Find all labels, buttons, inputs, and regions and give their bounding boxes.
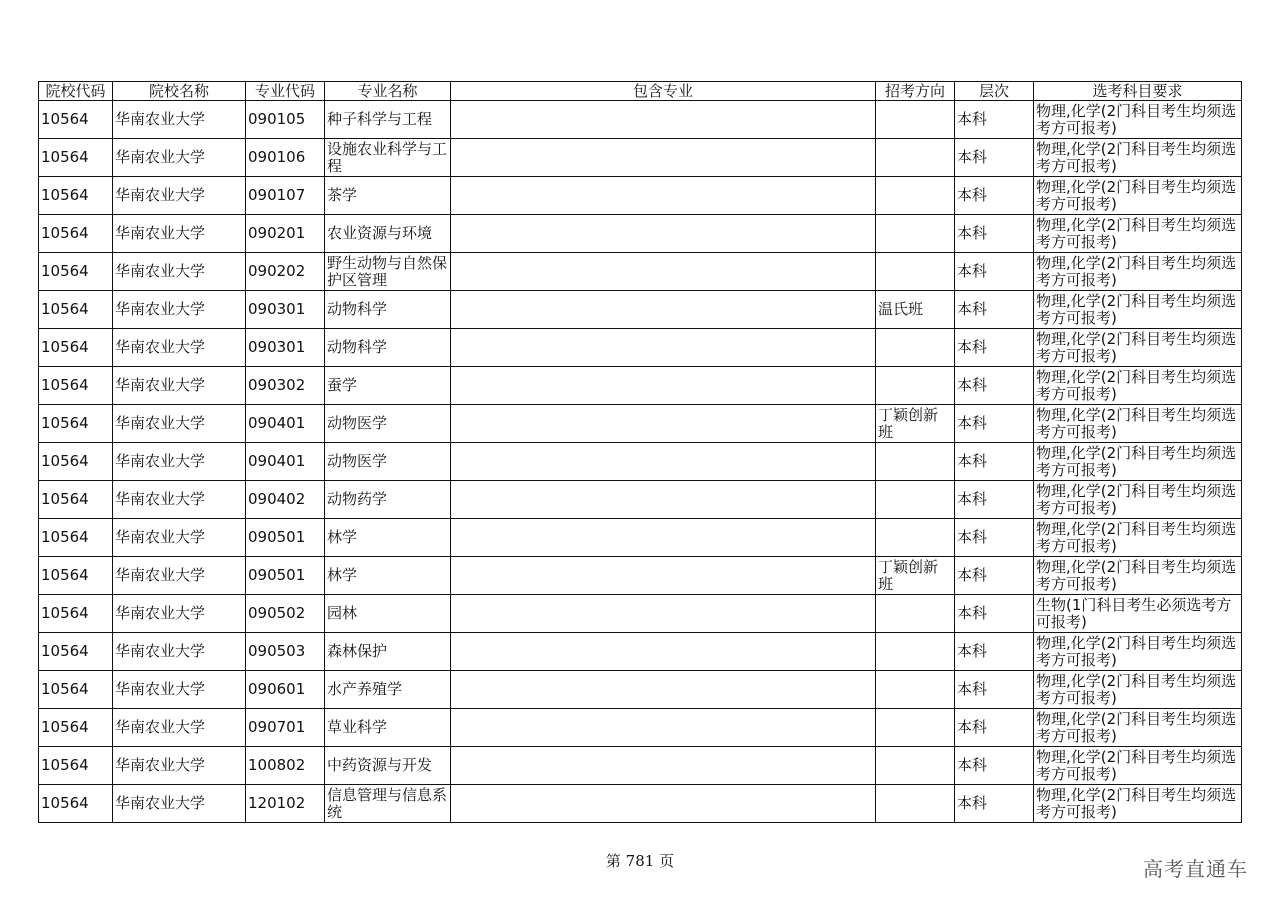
cell-admission-direction <box>876 519 955 557</box>
cell-major-code: 090107 <box>246 177 325 215</box>
cell-school-name: 华南农业大学 <box>113 329 246 367</box>
cell-school-code: 10564 <box>39 177 113 215</box>
cell-school-name: 华南农业大学 <box>113 785 246 823</box>
column-header-major-name: 专业名称 <box>325 82 451 101</box>
cell-school-code: 10564 <box>39 101 113 139</box>
cell-included-majors <box>451 443 876 481</box>
cell-included-majors <box>451 101 876 139</box>
table-row <box>39 215 1242 253</box>
cell-major-code: 090202 <box>246 253 325 291</box>
cell-school-name: 华南农业大学 <box>113 633 246 671</box>
cell-level: 本科 <box>955 405 1034 443</box>
cell-major-name: 动物科学 <box>325 329 451 367</box>
cell-major-code: 090502 <box>246 595 325 633</box>
table-row <box>39 177 1242 215</box>
cell-major-code: 090201 <box>246 215 325 253</box>
table-row <box>39 595 1242 633</box>
cell-included-majors <box>451 557 876 595</box>
column-header-school-name: 院校名称 <box>113 82 246 101</box>
cell-school-name: 华南农业大学 <box>113 481 246 519</box>
cell-major-name: 园林 <box>325 595 451 633</box>
cell-major-name: 森林保护 <box>325 633 451 671</box>
table-row <box>39 481 1242 519</box>
cell-level: 本科 <box>955 291 1034 329</box>
cell-subject-requirement: 物理,化学(2门科目考生均须选考方可报考) <box>1034 671 1242 709</box>
cell-major-name: 种子科学与工程 <box>325 101 451 139</box>
cell-school-code: 10564 <box>39 709 113 747</box>
cell-level: 本科 <box>955 747 1034 785</box>
cell-major-name: 林学 <box>325 557 451 595</box>
cell-school-code: 10564 <box>39 595 113 633</box>
cell-included-majors <box>451 329 876 367</box>
cell-subject-requirement: 物理,化学(2门科目考生均须选考方可报考) <box>1034 215 1242 253</box>
cell-included-majors <box>451 177 876 215</box>
column-header-level: 层次 <box>955 82 1034 101</box>
cell-subject-requirement: 物理,化学(2门科目考生均须选考方可报考) <box>1034 557 1242 595</box>
cell-school-code: 10564 <box>39 481 113 519</box>
cell-school-code: 10564 <box>39 633 113 671</box>
table-row <box>39 709 1242 747</box>
cell-school-code: 10564 <box>39 519 113 557</box>
table-row <box>39 101 1242 139</box>
cell-included-majors <box>451 519 876 557</box>
cell-major-name: 水产养殖学 <box>325 671 451 709</box>
cell-major-name: 动物药学 <box>325 481 451 519</box>
cell-admission-direction <box>876 443 955 481</box>
cell-subject-requirement: 物理,化学(2门科目考生均须选考方可报考) <box>1034 139 1242 177</box>
cell-major-code: 090601 <box>246 671 325 709</box>
cell-subject-requirement: 物理,化学(2门科目考生均须选考方可报考) <box>1034 329 1242 367</box>
cell-included-majors <box>451 747 876 785</box>
cell-major-code: 090105 <box>246 101 325 139</box>
cell-admission-direction <box>876 101 955 139</box>
cell-major-name: 林学 <box>325 519 451 557</box>
cell-school-name: 华南农业大学 <box>113 709 246 747</box>
cell-major-code: 090301 <box>246 329 325 367</box>
cell-admission-direction: 丁颖创新班 <box>876 557 955 595</box>
cell-included-majors <box>451 253 876 291</box>
cell-level: 本科 <box>955 519 1034 557</box>
table-row <box>39 253 1242 291</box>
cell-level: 本科 <box>955 443 1034 481</box>
cell-included-majors <box>451 139 876 177</box>
cell-school-code: 10564 <box>39 329 113 367</box>
table-header-row <box>39 82 1242 101</box>
table-row <box>39 139 1242 177</box>
cell-included-majors <box>451 595 876 633</box>
cell-level: 本科 <box>955 177 1034 215</box>
cell-school-code: 10564 <box>39 367 113 405</box>
cell-major-code: 090302 <box>246 367 325 405</box>
cell-included-majors <box>451 785 876 823</box>
cell-subject-requirement: 物理,化学(2门科目考生均须选考方可报考) <box>1034 785 1242 823</box>
cell-subject-requirement: 物理,化学(2门科目考生均须选考方可报考) <box>1034 481 1242 519</box>
cell-subject-requirement: 生物(1门科目考生必须选考方可报考) <box>1034 595 1242 633</box>
cell-level: 本科 <box>955 633 1034 671</box>
cell-admission-direction <box>876 177 955 215</box>
table-row <box>39 443 1242 481</box>
column-header-school-code: 院校代码 <box>39 82 113 101</box>
cell-school-code: 10564 <box>39 405 113 443</box>
cell-level: 本科 <box>955 481 1034 519</box>
table-row <box>39 329 1242 367</box>
table-body <box>39 101 1242 823</box>
cell-included-majors <box>451 709 876 747</box>
cell-school-name: 华南农业大学 <box>113 291 246 329</box>
cell-school-code: 10564 <box>39 671 113 709</box>
table-row <box>39 671 1242 709</box>
cell-subject-requirement: 物理,化学(2门科目考生均须选考方可报考) <box>1034 177 1242 215</box>
table-row <box>39 747 1242 785</box>
cell-school-name: 华南农业大学 <box>113 139 246 177</box>
table-row <box>39 557 1242 595</box>
cell-school-name: 华南农业大学 <box>113 519 246 557</box>
cell-admission-direction: 丁颖创新班 <box>876 405 955 443</box>
cell-major-name: 草业科学 <box>325 709 451 747</box>
cell-admission-direction <box>876 633 955 671</box>
cell-school-code: 10564 <box>39 291 113 329</box>
table-row <box>39 291 1242 329</box>
cell-school-name: 华南农业大学 <box>113 671 246 709</box>
table-row <box>39 519 1242 557</box>
cell-major-code: 090501 <box>246 519 325 557</box>
table-row <box>39 367 1242 405</box>
cell-admission-direction <box>876 671 955 709</box>
admission-table <box>38 81 1242 823</box>
cell-school-name: 华南农业大学 <box>113 253 246 291</box>
cell-major-code: 090301 <box>246 291 325 329</box>
cell-major-name: 信息管理与信息系统 <box>325 785 451 823</box>
cell-major-name: 设施农业科学与工程 <box>325 139 451 177</box>
cell-school-code: 10564 <box>39 139 113 177</box>
cell-school-code: 10564 <box>39 443 113 481</box>
cell-subject-requirement: 物理,化学(2门科目考生均须选考方可报考) <box>1034 101 1242 139</box>
cell-level: 本科 <box>955 557 1034 595</box>
cell-major-name: 野生动物与自然保护区管理 <box>325 253 451 291</box>
cell-major-code: 090701 <box>246 709 325 747</box>
cell-school-name: 华南农业大学 <box>113 443 246 481</box>
cell-admission-direction <box>876 139 955 177</box>
cell-included-majors <box>451 215 876 253</box>
cell-included-majors <box>451 671 876 709</box>
cell-school-code: 10564 <box>39 253 113 291</box>
cell-major-code: 090401 <box>246 405 325 443</box>
cell-level: 本科 <box>955 101 1034 139</box>
cell-admission-direction <box>876 367 955 405</box>
cell-major-code: 090401 <box>246 443 325 481</box>
cell-school-name: 华南农业大学 <box>113 405 246 443</box>
cell-school-name: 华南农业大学 <box>113 557 246 595</box>
cell-level: 本科 <box>955 215 1034 253</box>
cell-subject-requirement: 物理,化学(2门科目考生均须选考方可报考) <box>1034 443 1242 481</box>
cell-major-name: 农业资源与环境 <box>325 215 451 253</box>
cell-major-code: 100802 <box>246 747 325 785</box>
cell-level: 本科 <box>955 595 1034 633</box>
cell-included-majors <box>451 367 876 405</box>
cell-included-majors <box>451 291 876 329</box>
cell-subject-requirement: 物理,化学(2门科目考生均须选考方可报考) <box>1034 253 1242 291</box>
cell-level: 本科 <box>955 367 1034 405</box>
cell-included-majors <box>451 481 876 519</box>
cell-subject-requirement: 物理,化学(2门科目考生均须选考方可报考) <box>1034 747 1242 785</box>
cell-school-name: 华南农业大学 <box>113 747 246 785</box>
cell-admission-direction <box>876 785 955 823</box>
table-row <box>39 785 1242 823</box>
cell-level: 本科 <box>955 709 1034 747</box>
cell-included-majors <box>451 633 876 671</box>
cell-admission-direction: 温氏班 <box>876 291 955 329</box>
cell-admission-direction <box>876 215 955 253</box>
table-row <box>39 405 1242 443</box>
column-header-major-code: 专业代码 <box>246 82 325 101</box>
cell-major-code: 120102 <box>246 785 325 823</box>
cell-school-name: 华南农业大学 <box>113 367 246 405</box>
cell-major-name: 动物医学 <box>325 443 451 481</box>
cell-major-code: 090503 <box>246 633 325 671</box>
cell-included-majors <box>451 405 876 443</box>
cell-subject-requirement: 物理,化学(2门科目考生均须选考方可报考) <box>1034 291 1242 329</box>
cell-school-code: 10564 <box>39 215 113 253</box>
cell-admission-direction <box>876 253 955 291</box>
column-header-included-majors: 包含专业 <box>451 82 876 101</box>
cell-admission-direction <box>876 747 955 785</box>
cell-school-code: 10564 <box>39 557 113 595</box>
watermark-logo-text: 高考直通车 <box>1143 857 1248 881</box>
cell-level: 本科 <box>955 785 1034 823</box>
cell-level: 本科 <box>955 671 1034 709</box>
cell-major-name: 动物科学 <box>325 291 451 329</box>
column-header-admission-direction: 招考方向 <box>876 82 955 101</box>
cell-major-name: 茶学 <box>325 177 451 215</box>
cell-school-name: 华南农业大学 <box>113 177 246 215</box>
cell-admission-direction <box>876 595 955 633</box>
cell-admission-direction <box>876 481 955 519</box>
cell-school-code: 10564 <box>39 785 113 823</box>
cell-level: 本科 <box>955 139 1034 177</box>
cell-admission-direction <box>876 709 955 747</box>
page-number: 第 781 页 <box>605 852 675 870</box>
cell-major-name: 动物医学 <box>325 405 451 443</box>
table-row <box>39 633 1242 671</box>
cell-school-name: 华南农业大学 <box>113 101 246 139</box>
cell-subject-requirement: 物理,化学(2门科目考生均须选考方可报考) <box>1034 709 1242 747</box>
cell-subject-requirement: 物理,化学(2门科目考生均须选考方可报考) <box>1034 633 1242 671</box>
cell-subject-requirement: 物理,化学(2门科目考生均须选考方可报考) <box>1034 519 1242 557</box>
cell-major-name: 中药资源与开发 <box>325 747 451 785</box>
cell-admission-direction <box>876 329 955 367</box>
cell-major-code: 090106 <box>246 139 325 177</box>
cell-level: 本科 <box>955 329 1034 367</box>
cell-major-name: 蚕学 <box>325 367 451 405</box>
cell-subject-requirement: 物理,化学(2门科目考生均须选考方可报考) <box>1034 367 1242 405</box>
cell-school-code: 10564 <box>39 747 113 785</box>
cell-major-code: 090501 <box>246 557 325 595</box>
cell-subject-requirement: 物理,化学(2门科目考生均须选考方可报考) <box>1034 405 1242 443</box>
cell-level: 本科 <box>955 253 1034 291</box>
cell-major-code: 090402 <box>246 481 325 519</box>
cell-school-name: 华南农业大学 <box>113 595 246 633</box>
cell-school-name: 华南农业大学 <box>113 215 246 253</box>
column-header-subject-requirement: 选考科目要求 <box>1034 82 1242 101</box>
